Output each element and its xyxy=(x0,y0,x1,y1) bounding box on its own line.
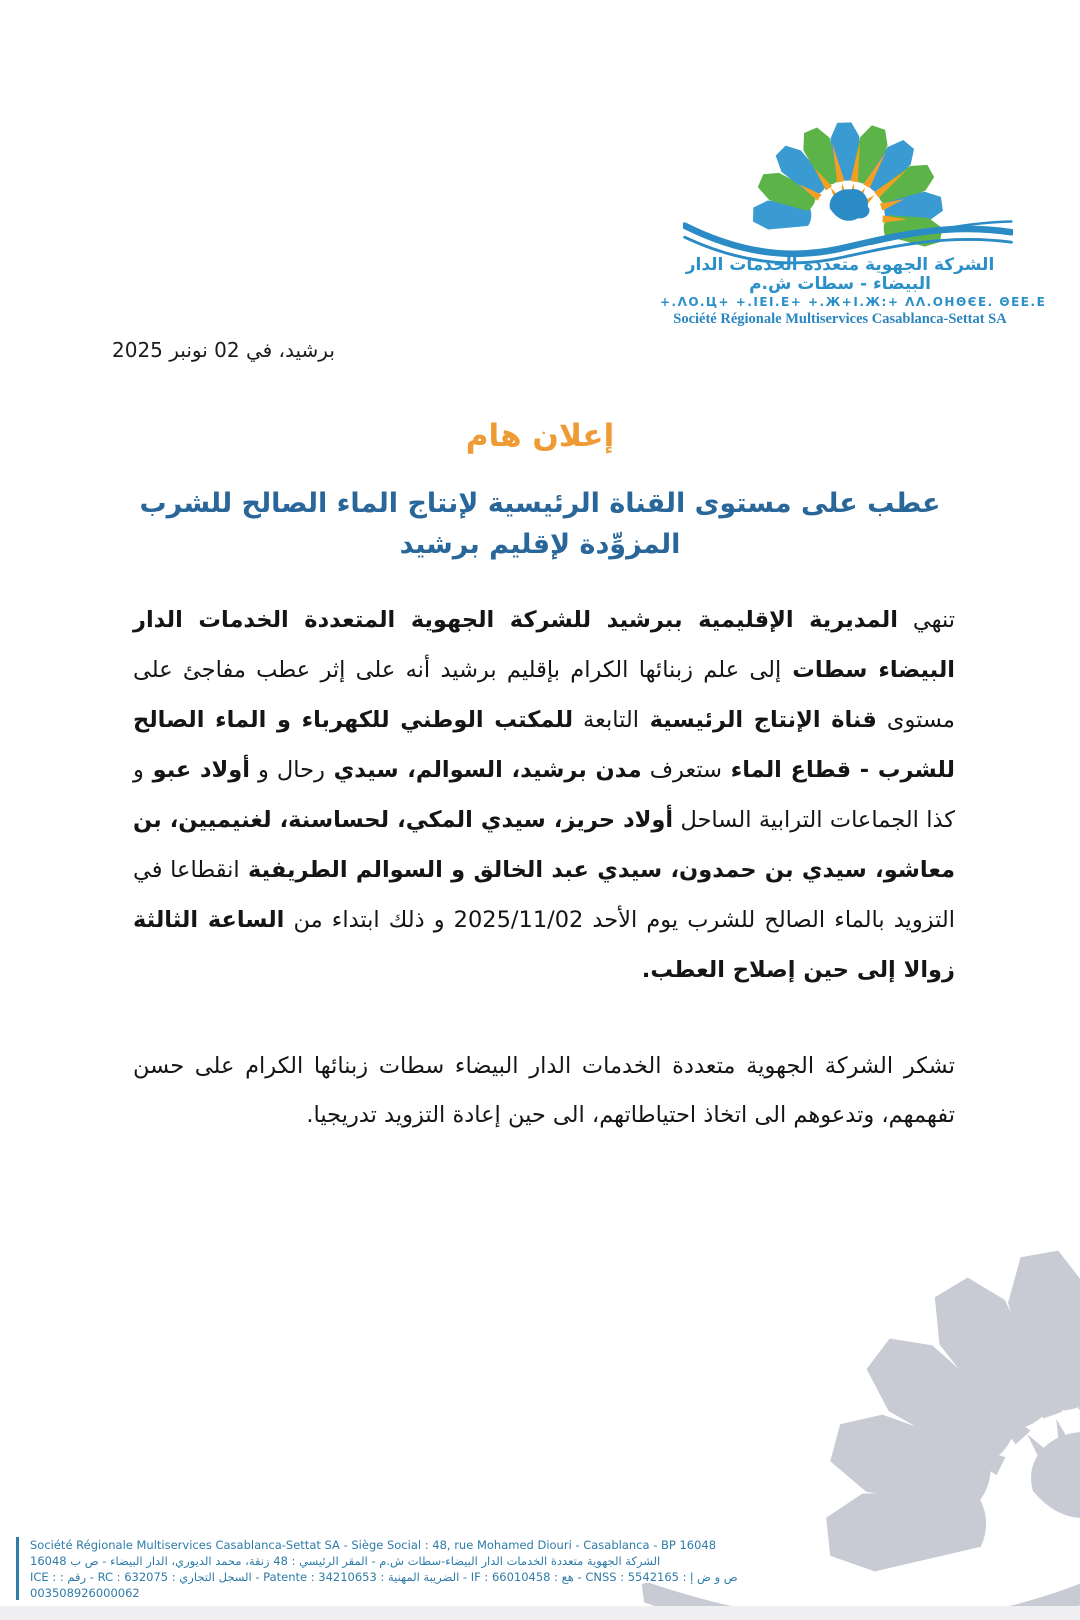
logo-center-drop xyxy=(830,189,870,221)
page-edge-strip xyxy=(0,1606,1080,1620)
announcement-subtitle xyxy=(90,484,990,565)
subtitle-line-2: المزوِّدة لإقليم برشيد xyxy=(399,528,681,560)
subtitle-line-1: عطب على مستوى القناة الرئيسية لإنتاج الماء الصالح للشرب xyxy=(139,488,941,519)
announcement-body xyxy=(133,596,955,1141)
footer-accent-bar xyxy=(16,1537,19,1600)
body-paragraph-1: تنهي المديرية الإقليمية ببرشيد للشركة الجهوية المتعددة الخدمات الدار البيضاء سطات إلى علم زبنائها الكرام بإقليم برشيد أنه على إثر عطب مفاجئ على مستوى قناة الإنتاج الرئيسية التابعة للمكتب الوطني للكهرباء و الماء الصالح للشرب - قطاع الماء ستعرف مدن برشيد، السوالم، سيدي رحال و أولاد عبو و كذا الجماعات الترابية الساحل أولاد حريز، سيدي المكي، لحساسنة، لغنيميين، بن معاشو، سيدي بن حمدون، سيدي عبد الخالق و السوالم الطريفية انقطاعا في التزويد بالماء الصالح للشرب يوم الأحد 2025/11/02 و ذلك ابتداء من الساعة الثالثة زوالا إلى حين إصلاح العطب. xyxy=(133,607,956,983)
company-name-tifinagh: +.ΛO.Ц+ +.ΙΕΙ.Ε+ +.Ж+Ι.Ж:+ ΛΛ.ΟΗΘЄΕ. ΘΕΕ.Ε xyxy=(660,295,1047,310)
company-name-block xyxy=(660,255,1047,327)
company-name-french: Société Régionale Multiservices Casablanca-Settat SA xyxy=(673,310,1007,327)
announcement-title: إعلان هام xyxy=(465,418,615,454)
company-name-arabic: الشركة الجهوية متعددة الخدمات الدار البيضاء - سطات ش.م xyxy=(685,255,995,295)
footer-address-ar: الشركة الجهوية متعددة الخدمات الدار البيضاء-سطات ش.م - المقر الرئيسي : 48 زنقة، محمد الديوري، الدار البيضاء - ص ب 16048 xyxy=(30,1553,661,1568)
body-paragraph-2: تشكر الشركة الجهوية متعددة الخدمات الدار البيضاء سطات زبنائها الكرام على حسن تفهمهم، وتدعوهم الى اتخاذ احتياطاتهم، الى حين إعادة التزويد تدريجيا. xyxy=(133,1052,955,1129)
footer-address-fr: Société Régionale Multiservices Casablanca-Settat SA - Siège Social : 48, rue Mohamed Diouri - Casablanca - BP 16048 xyxy=(30,1538,717,1552)
date-line: برشيد، في 02 نونبر 2025 xyxy=(112,338,335,362)
footer-registry-line: ص و ض إ : CNSS : 5542165 - هع : IF : 66010458 - الضريبة المهنية : Patente : 34210653 - السجل التجاري : RC : 632075 - رقم : ICE : 003508926000062 xyxy=(30,1569,738,1600)
